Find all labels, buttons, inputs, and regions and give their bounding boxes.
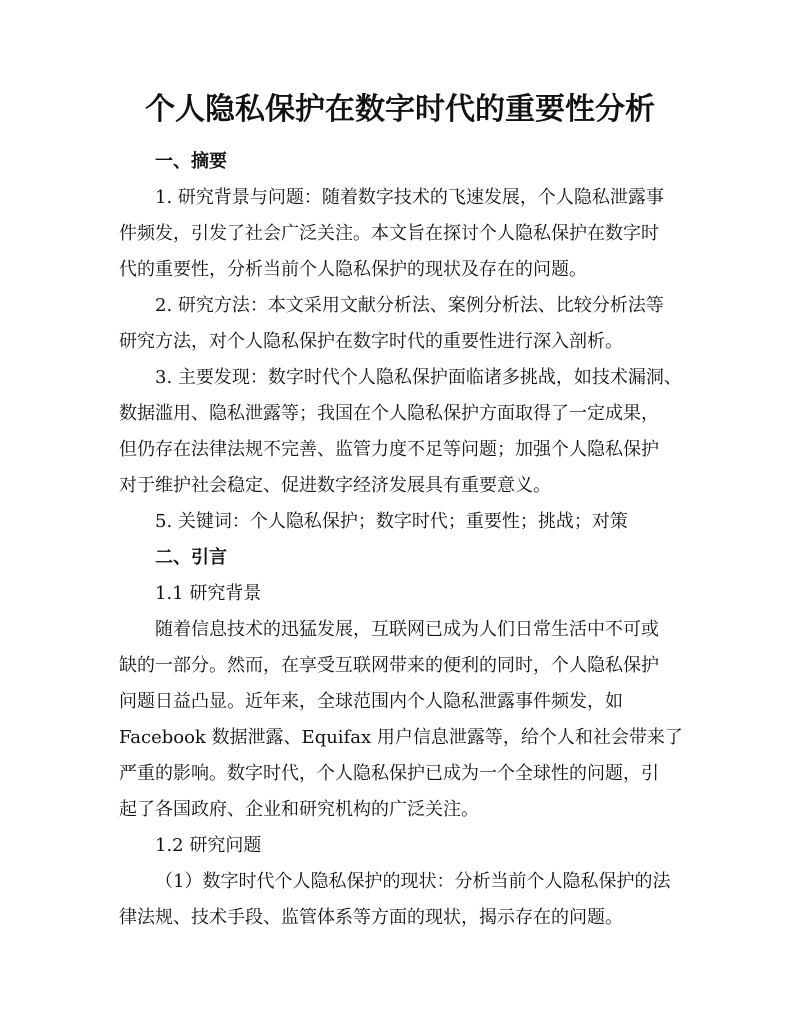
intro-paragraph-line: 问题日益凸显。近年来，全球范围内个人隐私泄露事件频发，如 [119,691,623,712]
intro-paragraph-line: Facebook 数据泄露、Equifax 用户信息泄露等，给个人和社会带来了 [119,727,683,748]
abstract-item3-line: 对于维护社会稳定、促进数字经济发展具有重要意义。 [119,475,551,496]
subsection-heading-questions: 1.2 研究问题 [155,835,262,856]
abstract-item3-line: 数据滥用、隐私泄露等；我国在个人隐私保护方面取得了一定成果， [119,403,659,424]
intro-paragraph-line: 严重的影响。数字时代，个人隐私保护已成为一个全球性的问题，引 [119,763,659,784]
section-heading-abstract: 一、摘要 [155,151,227,172]
section-heading-intro: 二、引言 [155,547,227,568]
abstract-item3-line: 但仍存在法律法规不完善、监管力度不足等问题；加强个人隐私保护 [119,439,659,460]
subsection-heading-background: 1.1 研究背景 [155,583,262,604]
abstract-item2-line: 2. 研究方法：本文采用文献分析法、案例分析法、比较分析法等 [155,295,664,316]
document-title: 个人隐私保护在数字时代的重要性分析 [145,92,655,127]
intro-paragraph-line: 起了各国政府、企业和研究机构的广泛关注。 [119,799,479,820]
abstract-item1-line: 代的重要性，分析当前个人隐私保护的现状及存在的问题。 [119,259,587,280]
question-item-line: 律法规、技术手段、监管体系等方面的现状，揭示存在的问题。 [119,907,623,928]
abstract-item1-line: 1. 研究背景与问题：随着数字技术的飞速发展，个人隐私泄露事 [155,187,664,208]
abstract-keywords: 5. 关键词：个人隐私保护；数字时代；重要性；挑战；对策 [155,511,628,532]
intro-paragraph-line: 随着信息技术的迅猛发展，互联网已成为人们日常生活中不可或 [155,619,659,640]
abstract-item2-line: 研究方法，对个人隐私保护在数字时代的重要性进行深入剖析。 [119,331,623,352]
intro-paragraph-line: 缺的一部分。然而，在享受互联网带来的便利的同时，个人隐私保护 [119,655,659,676]
abstract-item1-line: 件频发，引发了社会广泛关注。本文旨在探讨个人隐私保护在数字时 [119,223,659,244]
question-item-line: （1）数字时代个人隐私保护的现状：分析当前个人隐私保护的法 [155,871,671,892]
abstract-item3-line: 3. 主要发现：数字时代个人隐私保护面临诸多挑战，如技术漏洞、 [155,367,682,388]
